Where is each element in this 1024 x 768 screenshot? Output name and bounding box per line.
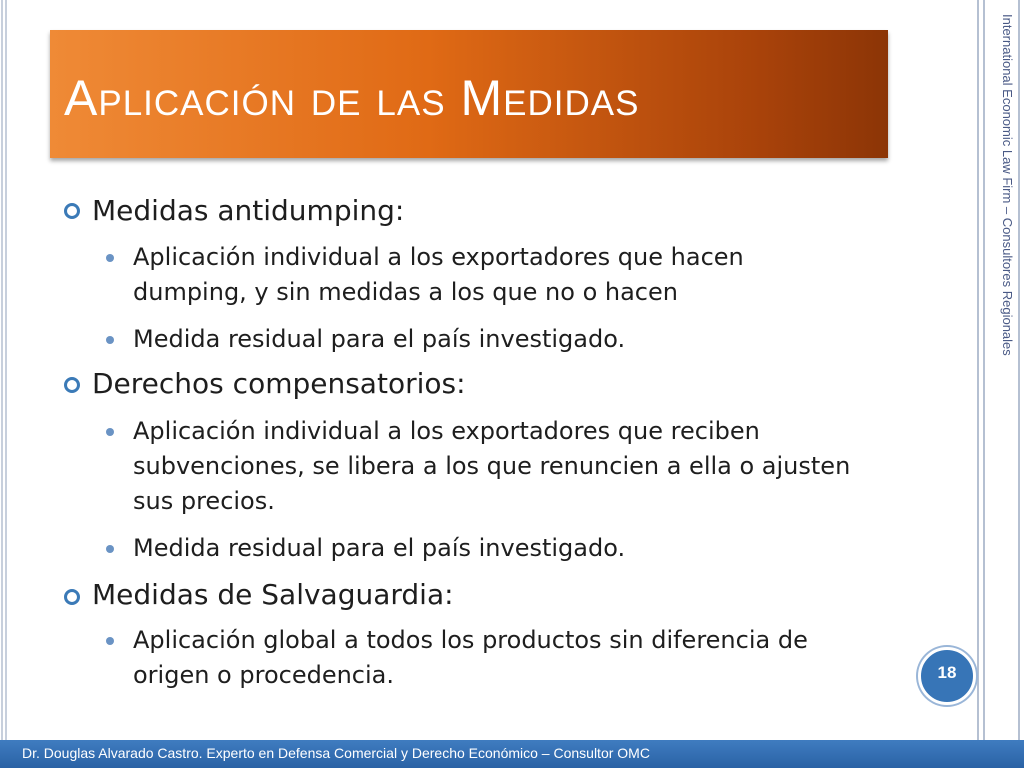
right-rule-line — [1018, 0, 1020, 740]
left-decorative-rules — [0, 0, 10, 740]
dot-bullet-icon — [106, 428, 114, 436]
page-number: 18 — [937, 663, 957, 682]
bullet-text: Aplicación individual a los exportadores que reciben subvenciones, se libera a los que renuncien a ella o ajusten sus precios. — [133, 417, 851, 515]
ring-bullet-icon — [64, 203, 80, 219]
ring-bullet-icon — [64, 377, 80, 393]
bullet-text: Medida residual para el país investigado. — [133, 325, 626, 353]
right-rule-line — [977, 0, 979, 740]
left-rule-line — [5, 0, 7, 740]
section-heading: Medidas de Salvaguardia: — [92, 578, 454, 611]
bullet-text: Aplicación individual a los exportadores que hacen dumping, y sin medidas a los que no o hacen — [133, 243, 744, 306]
dot-bullet-icon — [106, 336, 114, 344]
dot-bullet-icon — [106, 545, 114, 553]
ring-bullet-icon — [64, 589, 80, 605]
bullet-text: Medida residual para el país investigado. — [133, 534, 626, 562]
dot-bullet-icon — [106, 637, 114, 645]
footer-text: Dr. Douglas Alvarado Castro. Experto en Defensa Comercial y Derecho Económico – Consultor OMC — [22, 745, 650, 761]
right-rule-line — [983, 0, 985, 740]
bullet-text: Aplicación global a todos los productos sin diferencia de origen o procedencia. — [133, 626, 808, 689]
slide-title: Aplicación de las Medidas — [64, 70, 640, 126]
section-heading: Derechos compensatorios: — [92, 367, 466, 400]
left-rule-line — [1, 0, 3, 740]
dot-bullet-icon — [106, 254, 114, 262]
section-heading: Medidas antidumping: — [92, 194, 405, 227]
side-vertical-text: International Economic Law Firm – Consultores Regionales — [1000, 14, 1015, 356]
